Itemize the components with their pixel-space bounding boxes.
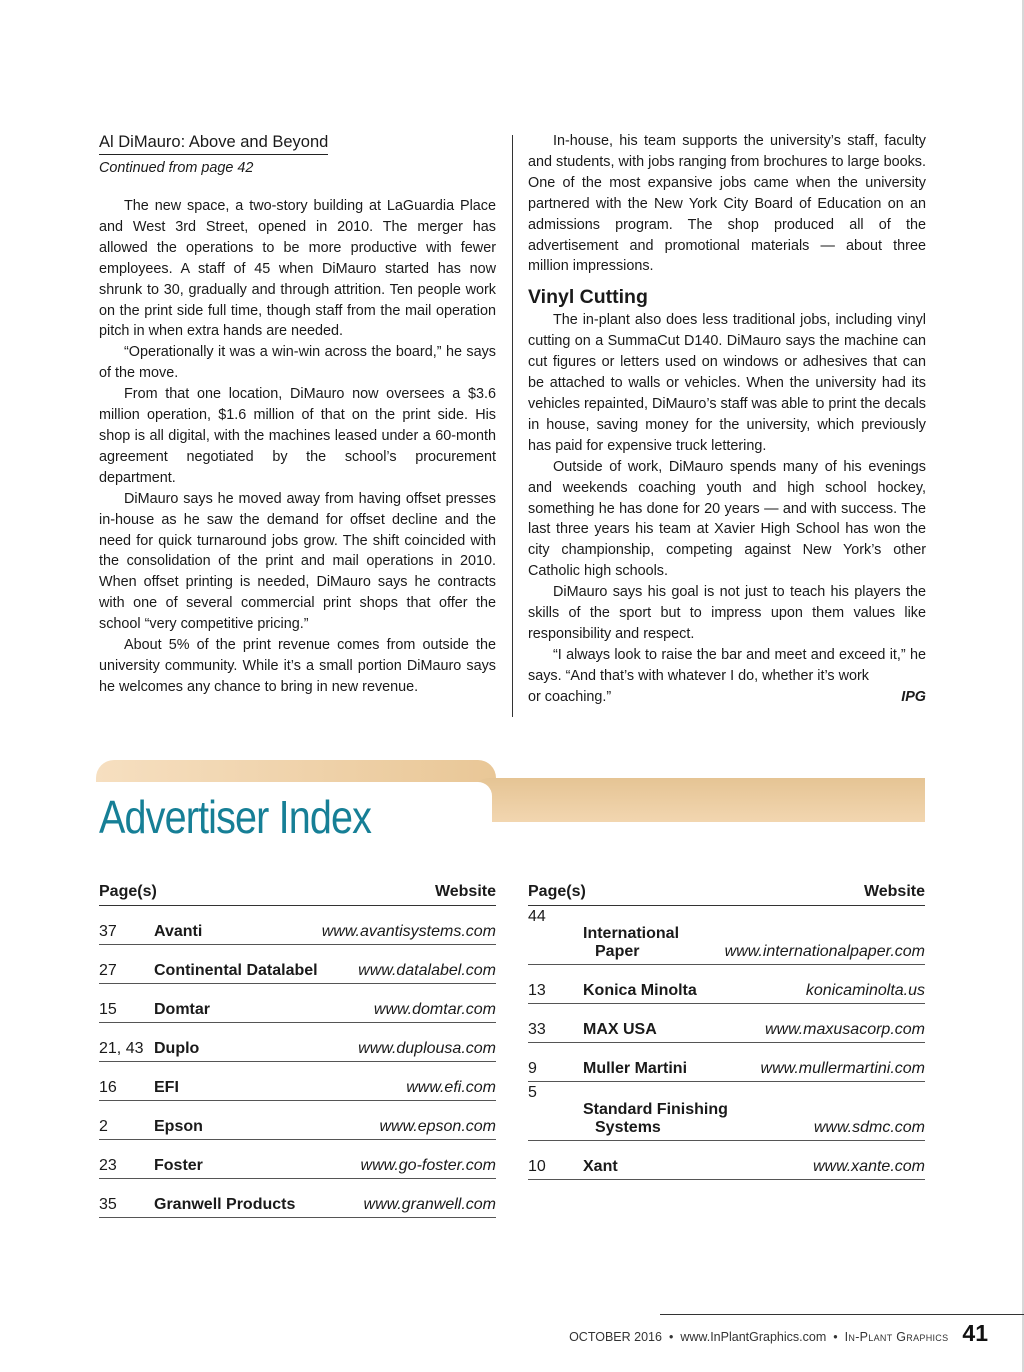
table-row xyxy=(99,1062,496,1101)
advertiser-table-left xyxy=(99,878,496,1218)
advertiser-page: 16 xyxy=(99,1079,117,1096)
advertiser-name xyxy=(583,925,679,961)
advertiser-name: Muller Martini xyxy=(583,1060,688,1077)
advertiser-website-link[interactable]: www.internationalpaper.com xyxy=(724,943,925,960)
advertiser-website-link[interactable]: www.avantisystems.com xyxy=(321,923,496,940)
advertiser-name: EFI xyxy=(154,1079,179,1096)
advertiser-page: 5 xyxy=(528,1084,537,1101)
table-row xyxy=(528,906,925,965)
article-paragraph: DiMauro says he moved away from having offset presses in-house as he saw the demand for offset decline and the need for quick turnaround jobs grow. The shift coincided with the consolidation of the print and mail operations in 2010. When offset printing is needed, DiMauro says he contracts with one of several commercial print shops that offer the school “very competitive pricing.” xyxy=(99,490,496,633)
footer-bullet: • xyxy=(668,1330,674,1344)
advertiser-website-link[interactable]: www.maxusacorp.com xyxy=(764,1021,925,1038)
advertiser-website-link[interactable]: www.epson.com xyxy=(379,1118,496,1135)
table-row xyxy=(99,945,496,984)
advertiser-website-link[interactable]: www.xante.com xyxy=(812,1158,925,1175)
advertiser-name: Avanti xyxy=(154,923,203,940)
advertiser-page: 15 xyxy=(99,1001,117,1018)
footer-issue: OCTOBER 2016 xyxy=(569,1330,662,1344)
table-row xyxy=(99,1023,496,1062)
page-number: 41 xyxy=(962,1320,988,1346)
footer-bullet: • xyxy=(833,1330,838,1344)
advertiser-table-right xyxy=(528,878,925,1180)
article-paragraph: The in-plant also does less traditional jobs, including vinyl cutting on a SummaCut D140. DiMauro says the machine can cut figures or letters used on windows or adhesives that can be attached to walls or vehicles. When the university had its vehicles repainted, DiMauro’s staff was able to print the decals in house, saving money for the university, which previously has paid for expensive truck lettering. xyxy=(528,312,926,454)
advertiser-name-line2: Systems xyxy=(595,1119,661,1136)
table-row xyxy=(99,1101,496,1140)
table-row xyxy=(99,1140,496,1179)
advertiser-name-line2: Paper xyxy=(595,943,640,960)
table-row xyxy=(528,1141,925,1180)
advertiser-name: Foster xyxy=(154,1157,203,1174)
advertiser-name: MAX USA xyxy=(583,1021,657,1038)
page-footer xyxy=(569,1320,988,1347)
advertiser-page: 10 xyxy=(528,1158,546,1175)
advertiser-name: Xant xyxy=(583,1158,618,1175)
article-paragraph: In-house, his team supports the university’s staff, faculty and students, with jobs ranging from brochures to large books. One of the most expansive jobs came when the university partnered with the New York City Board of Education on an admissions program. The shop produced all of the advertisement and promotional materials — about three million impressions. xyxy=(528,133,926,275)
advertiser-name: Epson xyxy=(154,1118,203,1135)
advertiser-website-link[interactable]: www.granwell.com xyxy=(363,1196,496,1213)
advertiser-name-line1: Standard Finishing xyxy=(583,1101,728,1118)
banner-tab xyxy=(470,778,925,822)
advertiser-website-link[interactable]: www.sdmc.com xyxy=(813,1119,925,1136)
advertiser-website-link[interactable]: www.go-foster.com xyxy=(360,1157,496,1174)
header-website: Website xyxy=(863,882,925,900)
header-pages: Page(s) xyxy=(99,882,157,900)
subhead-vinyl-cutting: Vinyl Cutting xyxy=(528,286,648,309)
advertiser-page: 2 xyxy=(99,1118,108,1135)
column-divider xyxy=(512,135,513,717)
article-paragraph: “Operationally it was a win-win across the board,” he says of the move. xyxy=(99,344,496,382)
advertiser-name xyxy=(583,1101,728,1137)
advertiser-name: Domtar xyxy=(154,1001,211,1018)
table-row xyxy=(528,1043,925,1082)
advertiser-page: 27 xyxy=(99,962,117,979)
advertiser-page: 37 xyxy=(99,923,117,940)
advertiser-website-link[interactable]: www.domtar.com xyxy=(373,1001,496,1018)
table-row xyxy=(528,1082,925,1141)
header-pages: Page(s) xyxy=(528,882,586,900)
advertiser-page: 33 xyxy=(528,1021,546,1038)
article-paragraph: “I always look to raise the bar and meet and exceed it,” he says. “And that’s with whatever I do, whether it’s work xyxy=(528,646,926,684)
advertiser-name: Duplo xyxy=(154,1040,200,1057)
closing-line xyxy=(528,687,926,708)
advertiser-page: 9 xyxy=(528,1060,537,1077)
footer-url[interactable]: www.InPlantGraphics.com xyxy=(680,1330,827,1344)
table-row xyxy=(99,1179,496,1218)
header-website: Website xyxy=(434,882,496,900)
advertiser-index-title: Advertiser Index xyxy=(99,791,372,843)
article-paragraph: DiMauro says his goal is not just to teach his players the skills of the sport but to impress upon them values like responsibility and respect. xyxy=(528,584,926,642)
advertiser-page: 21, 43 xyxy=(99,1040,144,1057)
advertiser-website-link[interactable]: www.efi.com xyxy=(406,1079,496,1096)
table-row xyxy=(99,984,496,1023)
footer-rule xyxy=(660,1314,1024,1315)
table-row xyxy=(528,965,925,1004)
table-header xyxy=(99,878,496,906)
article-paragraph: Outside of work, DiMauro spends many of his evenings and weekends coaching youth and high school hockey, something he has done for 20 years — and with success. The last three years his team at Xavier High School has won the city championship, competing against New York’s other Catholic high schools. xyxy=(528,458,926,580)
advertiser-name: Continental Datalabel xyxy=(154,962,318,979)
article-title: Al DiMauro: Above and Beyond xyxy=(99,131,328,155)
advertiser-name: Konica Minolta xyxy=(583,982,697,999)
advertiser-website-link[interactable]: konicaminolta.us xyxy=(805,982,925,999)
table-header xyxy=(528,878,925,906)
advertiser-page: 35 xyxy=(99,1196,117,1213)
table-row xyxy=(99,906,496,945)
article-left-column xyxy=(99,131,496,698)
advertiser-page: 13 xyxy=(528,982,546,999)
publication-signature: IPG xyxy=(901,688,926,705)
advertiser-website-link[interactable]: www.duplousa.com xyxy=(358,1040,496,1057)
footer-publication: In-Plant Graphics xyxy=(844,1330,949,1344)
article-paragraph: About 5% of the print revenue comes from outside the university community. While it’s a small portion DiMauro says he welcomes any chance to bring in new revenue. xyxy=(99,637,496,695)
advertiser-page: 44 xyxy=(528,908,546,925)
advertiser-name: Granwell Products xyxy=(154,1196,296,1213)
closing-text: or coaching.” xyxy=(528,688,612,705)
advertiser-website-link[interactable]: www.mullermartini.com xyxy=(760,1060,925,1077)
advertiser-name-line1: International xyxy=(583,925,680,942)
table-row xyxy=(528,1004,925,1043)
article-right-column xyxy=(528,131,926,708)
advertiser-website-link[interactable]: www.datalabel.com xyxy=(358,962,496,979)
advertiser-page: 23 xyxy=(99,1157,117,1174)
continued-note: Continued from page 42 xyxy=(99,160,254,176)
article-paragraph: The new space, a two-story building at LaGuardia Place and West 3rd Street, opened in 2010. The merger has allowed the operations to be more productive with fewer employees. A staff of 45 when DiMauro started has now shrunk to 30, gradually and through attrition. Ten people work on the print side full time, though staff from the mail operation pitch in when extra hands are needed. xyxy=(99,198,496,340)
article-paragraph: From that one location, DiMauro now oversees a $3.6 million operation, $1.6 million of that on the print side. His shop is all digital, with the machines leased under a 60-month agreement negotiated by the school’s procurement department. xyxy=(99,386,496,486)
